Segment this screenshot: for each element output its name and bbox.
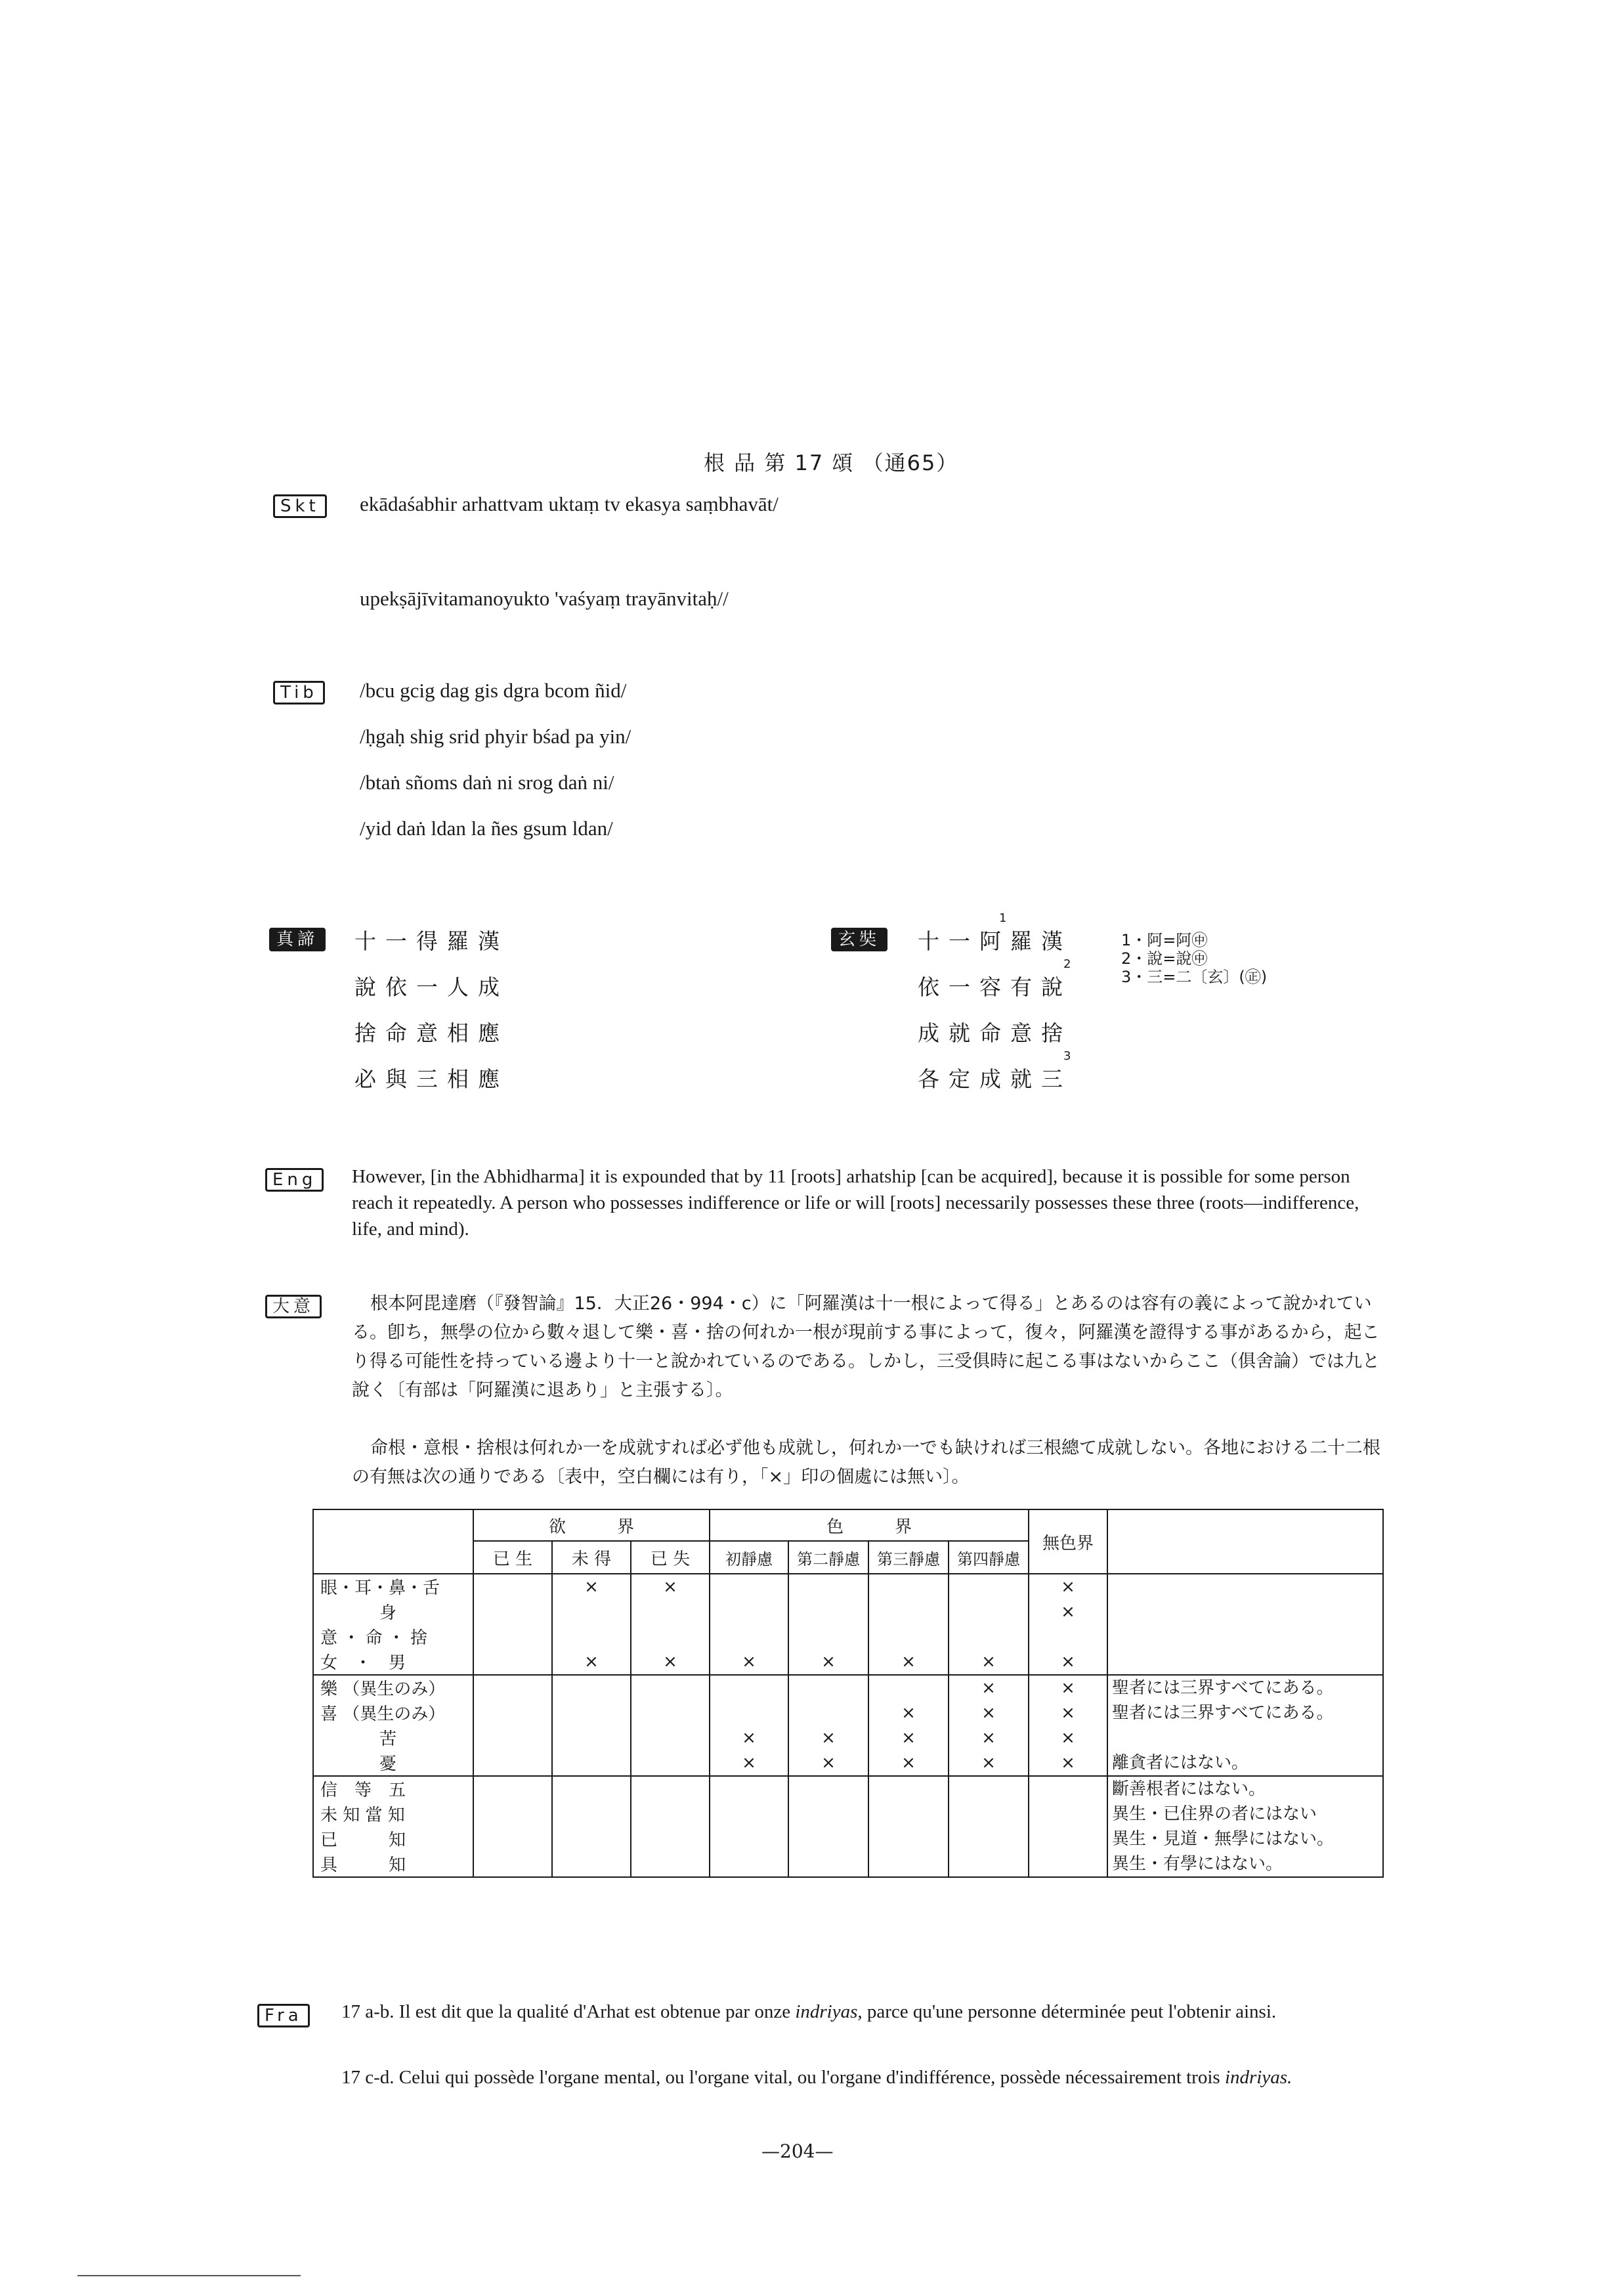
fra-italic: indriyas.: [1224, 2067, 1293, 2088]
cell: [1029, 1802, 1107, 1827]
corner-cell: [313, 1509, 473, 1574]
cell: ×: [1061, 1678, 1075, 1698]
remark: [1112, 1649, 1382, 1674]
cell: [789, 1599, 868, 1624]
remark: 聖者には三界すべてにある。: [1112, 1703, 1334, 1723]
remark: [1112, 1624, 1382, 1649]
cell: [869, 1624, 948, 1649]
xuanzang-line-1: 十一阿羅漢: [918, 928, 1072, 954]
note-2: 2・說=說㊥: [1121, 949, 1208, 968]
header-kama-2: 未 得: [552, 1541, 631, 1574]
cell: [949, 1802, 1028, 1827]
cell: [789, 1827, 868, 1852]
cell: [1029, 1624, 1107, 1649]
header-rupa-1: 初靜慮: [710, 1541, 788, 1574]
row-label: 已 知: [320, 1830, 406, 1850]
remark: [1112, 1599, 1382, 1624]
header-rupa-4: 第四靜慮: [949, 1541, 1029, 1574]
note-3: 3・三=二〔玄〕(㊣): [1121, 968, 1268, 986]
cell: [949, 1624, 1028, 1649]
cell: ×: [742, 1728, 756, 1748]
row-label: 女 ・ 男: [320, 1653, 406, 1673]
cell: ×: [1061, 1753, 1075, 1773]
cell: [710, 1700, 788, 1725]
cell: [474, 1574, 551, 1599]
row-label: 具 知: [320, 1855, 406, 1875]
remark: [1112, 1725, 1382, 1750]
cell: [789, 1852, 868, 1876]
row-label: 眼・耳・鼻・舌: [320, 1578, 440, 1598]
header-rupa: 色 界: [710, 1509, 1029, 1541]
fra-line-2: [341, 2064, 1386, 2090]
row-label: 樂 （異生のみ）: [320, 1679, 446, 1699]
tib-line-2: /ḥgaḥ shig srid phyir bśad pa yin/: [360, 725, 631, 748]
cell: ×: [821, 1728, 836, 1748]
cell: [474, 1852, 551, 1876]
cell: [949, 1827, 1028, 1852]
footnote-mark-2: 2: [1063, 957, 1071, 971]
cell: ×: [981, 1703, 996, 1723]
cell: ×: [901, 1753, 916, 1773]
cell: [553, 1802, 630, 1827]
cell: ×: [584, 1652, 599, 1672]
xuanzang-line-2: 依一容有說: [918, 974, 1072, 1000]
cell: [869, 1827, 948, 1852]
row-label: 憂: [379, 1754, 397, 1774]
cell: [869, 1777, 948, 1802]
cell: [869, 1852, 948, 1876]
xuanzang-line-4: 各定成就三: [918, 1066, 1072, 1092]
cell: ×: [663, 1652, 677, 1672]
cell: [869, 1802, 948, 1827]
cell: [631, 1750, 709, 1775]
eng-text: However, [in the Abhidharma] it is expounded that by 11 [roots] arhatship [can be acquired], because it is possible for some person reach it repeatedly. A person who possesses indifference or life or will [roots] necessarily possesses these three (roots—indifference, life, and mind).: [352, 1166, 1359, 1240]
table-row-group-3: [313, 1776, 1383, 1877]
header-arupa: 無色界: [1029, 1509, 1107, 1574]
tib-line-4: /yid daṅ ldan la ñes gsum ldan/: [360, 817, 613, 840]
indriya-table: [312, 1509, 1384, 1878]
footnote-mark-3: 3: [1063, 1049, 1071, 1063]
cell: ×: [1061, 1602, 1075, 1622]
xuanzang-tag: 玄奘: [831, 928, 887, 951]
tib-tag: Tib: [273, 681, 325, 704]
header-kama: 欲 界: [473, 1509, 710, 1541]
paramartha-line-1: 十一得羅漢: [354, 928, 509, 954]
taii-paragraph-2: 命根・意根・捨根は何れか一を成就すれば必ず他も成就し，何れか一でも缺ければ三根總て成就しない。各地における二十二根の有無は次の通りである〔表中，空白欄には有り，「×」印の個處には無い〕。: [352, 1438, 1380, 1487]
header-kama-1: 已 生: [473, 1541, 552, 1574]
cell: [474, 1700, 551, 1725]
cell: [710, 1599, 788, 1624]
cell: ×: [663, 1577, 677, 1597]
cell: [710, 1777, 788, 1802]
cell: [474, 1802, 551, 1827]
fra-text: 17 a-b. Il est dit que la qualité d'Arhat est obtenue par onze: [341, 2001, 796, 2022]
cell: ×: [981, 1753, 996, 1773]
cell: [949, 1599, 1028, 1624]
cell: ×: [901, 1652, 916, 1672]
header-rupa-2: 第二靜慮: [788, 1541, 868, 1574]
row-label: 喜 （異生のみ）: [320, 1704, 446, 1724]
cell: [553, 1777, 630, 1802]
taii-tag: 大意: [265, 1295, 322, 1318]
header-rupa-3: 第三靜慮: [868, 1541, 949, 1574]
cell: ×: [981, 1728, 996, 1748]
paramartha-line-4: 必與三相應: [354, 1066, 509, 1092]
cell: [631, 1802, 709, 1827]
cell: [631, 1777, 709, 1802]
cell: [1029, 1827, 1107, 1852]
fra-text: 17 c-d. Celui qui possède l'organe mental, ou l'organe vital, ou l'organe d'indifférence, possède nécessairement trois: [341, 2067, 1225, 2088]
row-label: 信 等 五: [320, 1781, 406, 1800]
page-number: —204—: [761, 2140, 834, 2162]
cell: [553, 1827, 630, 1852]
cell: [474, 1676, 551, 1700]
cell: [474, 1777, 551, 1802]
cell: [474, 1750, 551, 1775]
cell: ×: [821, 1753, 836, 1773]
cell: ×: [981, 1652, 996, 1672]
row-label: 苦: [379, 1729, 397, 1749]
eng-tag: Eng: [265, 1168, 324, 1192]
bottom-rule: [77, 2275, 301, 2276]
cell: [474, 1624, 551, 1649]
cell: [710, 1852, 788, 1876]
cell: [631, 1676, 709, 1700]
cell: [710, 1676, 788, 1700]
taii-paragraph-1: 根本阿毘達磨（『發智論』15．大正26・994・c）に「阿羅漢は十一根によって得る」とあるのは容有の義によって說かれている。卽ち，無學の位から數々退して樂・喜・捨の何れか一根が現前する事によって，復々，阿羅漢を證得する事があるから，起こり得る可能性を持っている邊より十一と說かれているのである。しかし，三受俱時に起こる事はないからここ（俱舍論）では九と說く〔有部は「阿羅漢に退あり」と主張する〕。: [352, 1293, 1380, 1400]
cell: [553, 1750, 630, 1775]
tib-line-1: /bcu gcig dag gis dgra bcom ñid/: [360, 679, 627, 702]
row-label: 身: [379, 1603, 397, 1623]
cell: [1029, 1852, 1107, 1876]
cell: ×: [742, 1652, 756, 1672]
cell: [789, 1700, 868, 1725]
cell: [949, 1852, 1028, 1876]
cell: [789, 1624, 868, 1649]
fra-text: parce qu'une personne déterminée peut l'obtenir ainsi.: [862, 2001, 1277, 2022]
cell: [631, 1599, 709, 1624]
skt-line-2: upekṣājīvitamanoyukto 'vaśyaṃ trayānvitaḥ//: [360, 587, 729, 610]
xuanzang-line-3: 成就命意捨: [918, 1020, 1072, 1046]
cell: [631, 1852, 709, 1876]
cell: [474, 1725, 551, 1750]
remark: 異生・有學にはない。: [1112, 1854, 1283, 1874]
row-label: 意 ・ 命 ・ 捨: [320, 1628, 428, 1648]
skt-tag: Skt: [273, 494, 327, 518]
row-label: 未 知 當 知: [320, 1806, 405, 1825]
cell: [553, 1676, 630, 1700]
cell: [710, 1574, 788, 1599]
cell: [789, 1777, 868, 1802]
cell: ×: [901, 1728, 916, 1748]
cell: [869, 1599, 948, 1624]
cell: ×: [901, 1703, 916, 1723]
cell: [553, 1725, 630, 1750]
cell: [949, 1574, 1028, 1599]
table-row-group-1: [313, 1574, 1383, 1675]
cell: ×: [981, 1678, 996, 1698]
header-remarks: [1107, 1509, 1383, 1574]
fra-tag: Fra: [257, 2004, 310, 2027]
cell: [1029, 1777, 1107, 1802]
cell: [474, 1599, 551, 1624]
cell: [869, 1574, 948, 1599]
cell: ×: [1061, 1652, 1075, 1672]
fra-italic: indriyas,: [795, 2001, 863, 2022]
header-kama-3: 已 失: [631, 1541, 710, 1574]
paramartha-line-2: 說依一人成: [354, 974, 509, 1000]
tib-line-3: /btaṅ sñoms daṅ ni srog daṅ ni/: [360, 771, 614, 794]
cell: [949, 1777, 1028, 1802]
cell: [789, 1574, 868, 1599]
table-row-group-2: [313, 1675, 1383, 1776]
cell: [869, 1676, 948, 1700]
footnote-mark-1: 1: [999, 911, 1007, 925]
paramartha-tag: 真諦: [269, 928, 326, 951]
cell: [474, 1649, 551, 1674]
remark: 異生・已住界の者にはない: [1112, 1804, 1317, 1824]
cell: [553, 1852, 630, 1876]
cell: [553, 1624, 630, 1649]
remark: [1112, 1574, 1382, 1599]
cell: ×: [742, 1753, 756, 1773]
cell: [553, 1700, 630, 1725]
cell: ×: [584, 1577, 599, 1597]
cell: [631, 1624, 709, 1649]
remark: 異生・見道・無學にはない。: [1112, 1829, 1335, 1849]
cell: [631, 1725, 709, 1750]
cell: ×: [1061, 1577, 1075, 1597]
note-1: 1・阿=阿㊥: [1121, 931, 1208, 949]
page-heading: 根 品 第 17 頌 （通65）: [704, 450, 959, 475]
cell: [710, 1802, 788, 1827]
cell: [710, 1624, 788, 1649]
cell: [474, 1827, 551, 1852]
remark: 聖者には三界すべてにある。: [1112, 1678, 1334, 1698]
skt-line-1: ekādaśabhir arhattvam uktaṃ tv ekasya saṃbhavāt/: [360, 492, 779, 515]
cell: [710, 1827, 788, 1852]
cell: ×: [821, 1652, 836, 1672]
fra-line-1: [341, 1999, 1386, 2025]
cell: [789, 1676, 868, 1700]
paramartha-line-3: 捨命意相應: [354, 1020, 509, 1046]
cell: [553, 1599, 630, 1624]
cell: ×: [1061, 1703, 1075, 1723]
cell: [789, 1802, 868, 1827]
cell: [631, 1700, 709, 1725]
cell: ×: [1061, 1728, 1075, 1748]
remark: 斷善根者にはない。: [1112, 1779, 1266, 1799]
cell: [631, 1827, 709, 1852]
remark: 離貪者にはない。: [1112, 1753, 1249, 1773]
